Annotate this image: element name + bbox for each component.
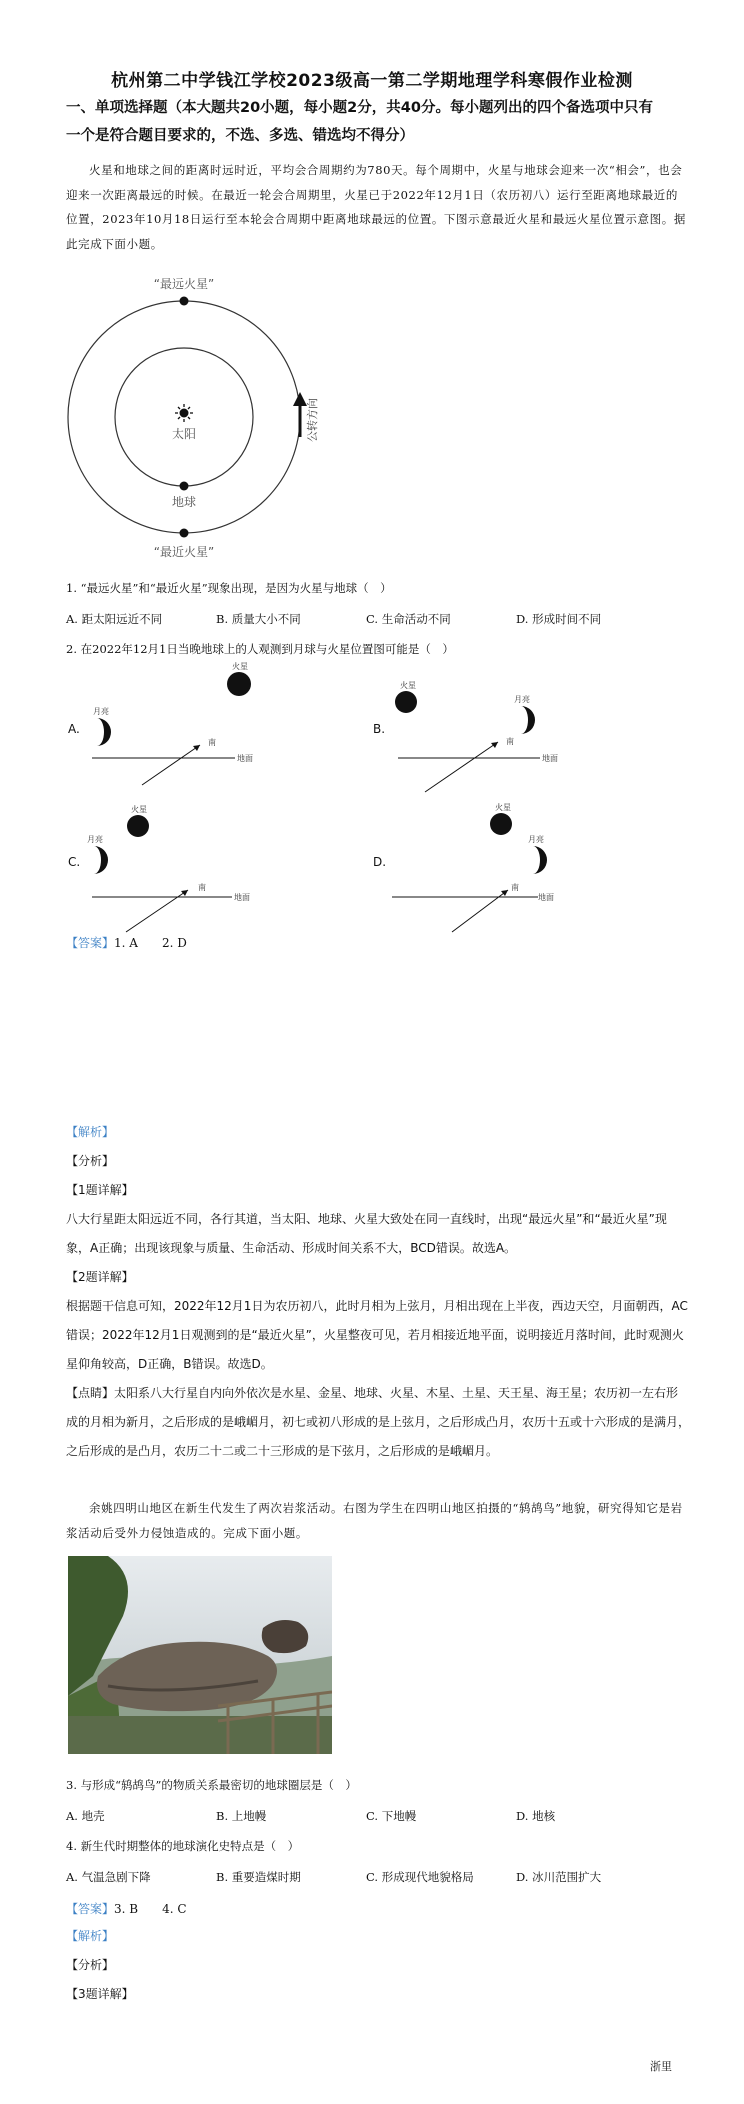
section-heading-line2: 一个是符合题目要求的，不选、多选、错选均不得分） [66, 128, 414, 144]
panel-c-mars-label: 火星 [131, 805, 147, 814]
detail-2-heading: 【2题详解】 [66, 1270, 134, 1284]
panel-a-mars-label: 火星 [232, 662, 248, 671]
question-1-stem: 1. “最远火星”和“最近火星”现象出现，是因为火星与地球（ ） [66, 581, 392, 595]
footer-mark: 浙里 [650, 2060, 672, 2073]
panel-c-sight-line [126, 890, 188, 932]
question-4-stem: 4. 新生代时期整体的地球演化史特点是（ ） [66, 1839, 300, 1853]
page-title: 杭州第二中学钱江学校2023级高一第二学期地理学科寒假作业检测 [111, 71, 633, 91]
analysis-2-fenxi: 【分析】 [66, 1958, 115, 1972]
section-heading [66, 94, 686, 150]
panel-c-moon-icon [94, 846, 108, 874]
panel-c-arrow-icon [181, 890, 188, 896]
answer-1-tag: 【答案】 [66, 936, 115, 950]
q4-option-a[interactable]: A. 气温急剧下降 [66, 1870, 151, 1884]
passage-2: 余姚四明山地区在新生代发生了两次岩浆活动。右图为学生在四明山地区拍摄的“鸫鸪鸟”地貌，研究得知它是岩浆活动后受外力侵蚀造成的。完成下面小题。 [66, 1501, 683, 1540]
q1-option-b[interactable]: B. 质量大小不同 [216, 612, 301, 626]
earth-label: 地球 [171, 495, 197, 509]
panel-d-sight-line [452, 890, 508, 932]
panel-c[interactable] [60, 800, 320, 940]
q1-option-d[interactable]: D. 形成时间不同 [516, 612, 602, 626]
answer-1-text: 1. A 2. D [114, 936, 187, 950]
panel-b[interactable] [370, 660, 630, 795]
panel-b-mars-label: 火星 [400, 681, 416, 690]
question-2-stem: 2. 在2022年12月1日当晚地球上的人观测到月球与火星位置图可能是（ ） [66, 642, 454, 656]
panel-d-ground-label: 地面 [538, 893, 554, 902]
analysis-1-fenxi: 【分析】 [66, 1154, 115, 1168]
sun-label: 太阳 [171, 427, 197, 441]
analysis-2-jiexi: 【解析】 [66, 1929, 115, 1943]
panel-c-letter: C. [68, 855, 81, 869]
question-4-options [66, 1869, 666, 1885]
tip-body: 太阳系八大行星自内向外依次是水星、金星、地球、火星、木星、土星、天王星、海王星；农历初一左右形成的月相为新月，之后形成的是峨嵋月，初七或初八形成的是上弦月，之后形成凸月，农历十五或十六形成的是满月，之后形成的是凸月，农历二十二或二十三形成的是下弦月，之后形成的是峨嵋月。 [66, 1386, 691, 1458]
panel-b-arrow-icon [491, 742, 498, 748]
direction-label: 公转方向 [306, 398, 319, 442]
panel-d-moon-icon [533, 846, 547, 874]
q4-option-d[interactable]: D. 冰川范围扩大 [516, 1870, 602, 1884]
far-mars-label: “最远火星” [153, 277, 215, 291]
q3-option-a[interactable]: A. 地壳 [66, 1809, 105, 1823]
near-mars-dot [180, 529, 189, 538]
tip-heading: 【点睛】 [66, 1386, 115, 1400]
answer-2-text: 3. B 4. C [114, 1902, 187, 1916]
panel-d-moon-label: 月亮 [528, 835, 544, 844]
revolution-arrow-icon [293, 392, 307, 437]
far-mars-dot [180, 297, 189, 306]
panel-d-mars-label: 火星 [495, 803, 511, 812]
panel-a[interactable] [60, 660, 320, 795]
panel-b-letter: B. [373, 722, 386, 736]
q1-option-a[interactable]: A. 距太阳远近不同 [66, 612, 163, 626]
analysis-1-jiexi: 【解析】 [66, 1125, 115, 1139]
q4-option-b[interactable]: B. 重要造煤时期 [216, 1870, 301, 1884]
panel-a-arrow-icon [193, 745, 200, 751]
panel-c-moon-label: 月亮 [87, 835, 103, 844]
panel-a-sight-line [142, 745, 200, 785]
panel-c-mars-icon [127, 815, 149, 837]
panel-d[interactable] [370, 800, 630, 940]
q3-option-d[interactable]: D. 地核 [516, 1809, 556, 1823]
near-mars-label: “最近火星” [153, 545, 215, 559]
panel-c-dir-label: 南 [198, 883, 206, 892]
panel-a-letter: A. [68, 722, 80, 736]
answer-2-tag: 【答案】 [66, 1902, 115, 1916]
answer-2 [66, 1900, 187, 1917]
panel-b-moon-label: 月亮 [514, 695, 530, 704]
panel-b-moon-icon [521, 706, 535, 734]
panel-d-dir-label: 南 [511, 883, 519, 892]
answer-1 [66, 934, 187, 951]
question-3-options [66, 1808, 666, 1824]
q1-option-c[interactable]: C. 生命活动不同 [366, 612, 451, 626]
panel-a-dir-label: 南 [208, 738, 216, 747]
q3-option-c[interactable]: C. 下地幔 [366, 1809, 417, 1823]
detail-1-heading: 【1题详解】 [66, 1183, 134, 1197]
earth-dot [180, 482, 189, 491]
panel-a-moon-label: 月亮 [93, 707, 109, 716]
passage-1: 火星和地球之间的距离时远时近，平均会合周期约为780天。每个周期中，火星与地球会迎来一次“相会”，也会迎来一次距离最远的时候。在最近一轮会合周期里，火星已于2022年12月1日（农历初八）运行至距离地球最近的位置，2023年10月18日运行至本轮会合周期中距离地球最远的位置。下图示意最近火星和最远火星位置示意图。据此完成下面小题。 [66, 163, 686, 251]
section-heading-line1: 一、单项选择题（本大题共20小题，每小题2分，共40分。每小题列出的四个备选项中只有 [66, 100, 653, 116]
orbit-figure [60, 274, 330, 559]
panel-d-letter: D. [373, 855, 387, 869]
panel-d-arrow-icon [501, 890, 508, 896]
panel-c-ground-label: 地面 [234, 893, 250, 902]
detail-1-body: 八大行星距太阳远近不同，各行其道，当太阳、地球、火星大致处在同一直线时，出现“最远火星”和“最近火星”现象，A正确；出现该现象与质量、生命活动、形成时间关系不大，BCD错误。故选A。 [66, 1212, 667, 1255]
panel-b-ground-label: 地面 [542, 754, 558, 763]
panel-b-sight-line [425, 742, 498, 792]
rock-photo [68, 1556, 332, 1754]
question-1-options [66, 611, 666, 627]
panel-d-mars-icon [490, 813, 512, 835]
panel-b-mars-icon [395, 691, 417, 713]
question-3-stem: 3. 与形成“鸫鸪鸟”的物质关系最密切的地球圈层是（ ） [66, 1778, 357, 1792]
panel-a-moon-icon [97, 718, 111, 746]
sun-icon [175, 404, 193, 422]
panel-a-ground-label: 地面 [237, 754, 253, 763]
detail-2-body: 根据题干信息可知，2022年12月1日为农历初八，此时月相为上弦月，月相出现在上半夜，西边天空，月面朝西，AC错误；2022年12月1日观测到的是“最近火星”，火星整夜可见，若月相接近地平面，说明接近月落时间，此时观测火星仰角较高，D正确，B错误。故选D。 [66, 1299, 688, 1371]
q4-option-c[interactable]: C. 形成现代地貌格局 [366, 1870, 474, 1884]
boulder-head [262, 1620, 308, 1653]
detail-3-heading: 【3题详解】 [66, 1987, 134, 2001]
panel-a-mars-icon [227, 672, 251, 696]
panel-b-dir-label: 南 [506, 737, 514, 746]
q3-option-b[interactable]: B. 上地幔 [216, 1809, 267, 1823]
tip [66, 1379, 690, 1466]
